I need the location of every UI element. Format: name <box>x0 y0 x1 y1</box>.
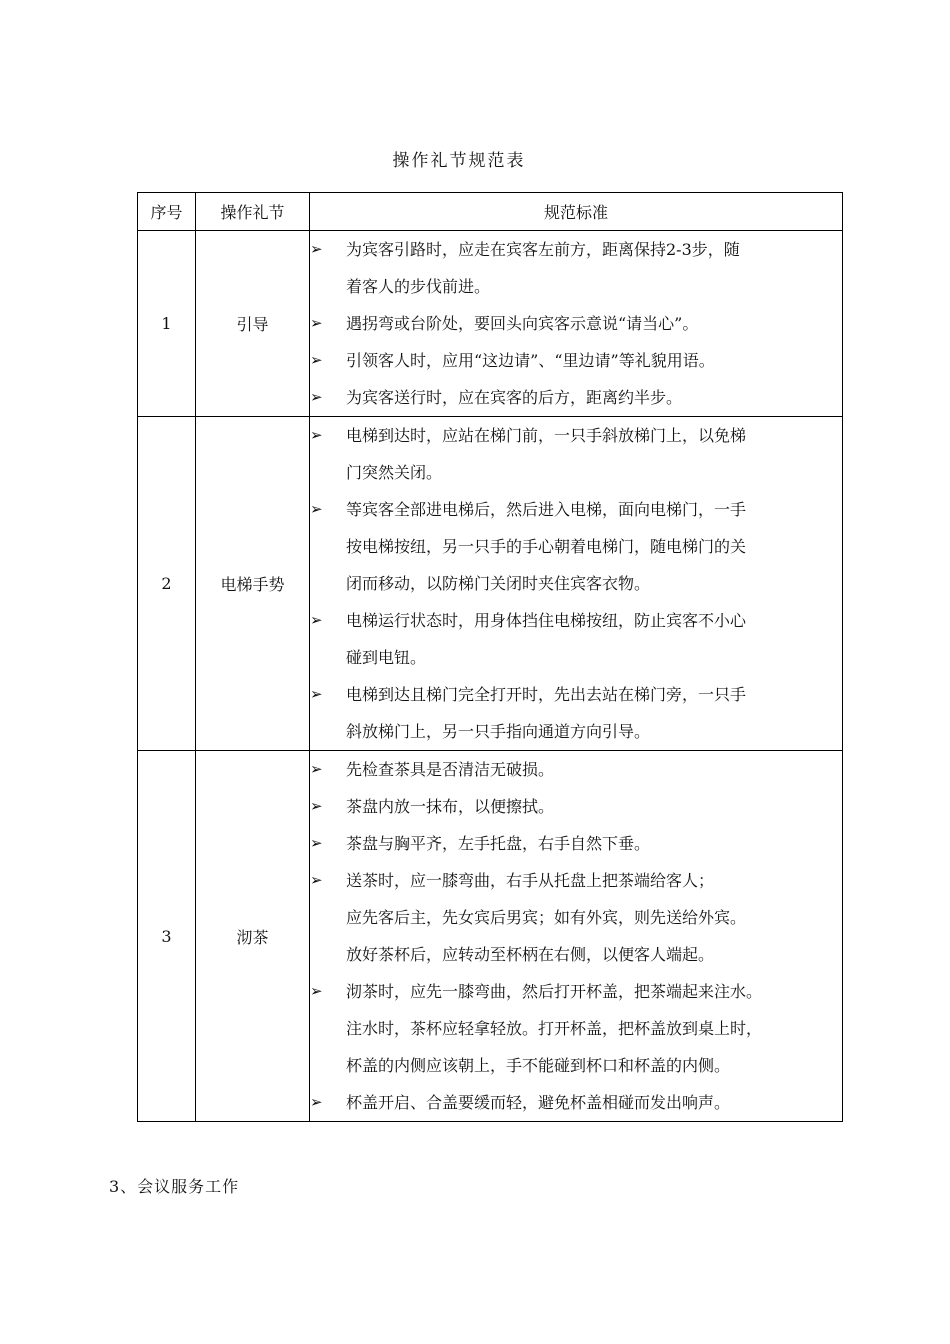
arrow-bullet-icon: ➢ <box>310 871 323 889</box>
bullet-item <box>310 491 842 602</box>
arrow-bullet-icon: ➢ <box>310 388 323 406</box>
table-row <box>138 231 843 417</box>
header-seq: 序号 <box>138 193 196 231</box>
bullet-text: 遇拐弯或台阶处，要回头向宾客示意说“请当心”。 <box>346 314 699 333</box>
header-standard: 规范标准 <box>310 193 843 231</box>
etiquette-name: 引导 <box>196 231 310 417</box>
row-number: 3 <box>138 751 196 1122</box>
bullet-item <box>310 862 842 973</box>
bullet-text: 先检查茶具是否清洁无破损。 <box>346 760 555 779</box>
bullet-text: 电梯到达且梯门完全打开时，先出去站在梯门旁，一只手 <box>346 685 747 704</box>
standard-cell <box>310 417 843 751</box>
bullet-item <box>310 231 842 305</box>
bullet-text: 电梯运行状态时，用身体挡住电梯按纽，防止宾客不小心 <box>346 611 747 630</box>
table-row <box>138 417 843 751</box>
etiquette-name: 沏茶 <box>196 751 310 1122</box>
arrow-bullet-icon: ➢ <box>310 834 323 852</box>
row-number: 1 <box>138 231 196 417</box>
arrow-bullet-icon: ➢ <box>310 240 323 258</box>
arrow-bullet-icon: ➢ <box>310 611 323 629</box>
bullet-text-continuation: 闭而移动，以防梯门关闭时夹住宾客衣物。 <box>346 574 651 593</box>
bullet-item <box>310 973 842 1084</box>
arrow-bullet-icon: ➢ <box>310 685 323 703</box>
bullet-text-continuation: 按电梯按纽，另一只手的手心朝着电梯门，随电梯门的关 <box>346 537 747 556</box>
bullet-text-continuation: 杯盖的内侧应该朝上，手不能碰到杯口和杯盖的内侧。 <box>346 1056 731 1075</box>
bullet-text-continuation: 斜放梯门上，另一只手指向通道方向引导。 <box>346 722 651 741</box>
row-number: 2 <box>138 417 196 751</box>
bullet-text-continuation: 应先客后主，先女宾后男宾；如有外宾，则先送给外宾。 <box>346 908 747 927</box>
bullet-text: 送茶时，应一膝弯曲，右手从托盘上把茶端给客人； <box>346 871 715 890</box>
arrow-bullet-icon: ➢ <box>310 797 323 815</box>
table-row <box>138 751 843 1122</box>
bullet-text-continuation: 着客人的步伐前进。 <box>346 277 491 296</box>
bullet-item <box>310 676 842 750</box>
bullet-item <box>310 305 842 342</box>
arrow-bullet-icon: ➢ <box>310 426 323 444</box>
arrow-bullet-icon: ➢ <box>310 351 323 369</box>
bullet-text: 茶盘内放一抹布，以便擦拭。 <box>346 797 555 816</box>
bullet-item <box>310 751 842 788</box>
bullet-text-continuation: 门突然关闭。 <box>346 463 443 482</box>
bullet-text: 为宾客送行时，应在宾客的后方，距离约半步。 <box>346 388 683 407</box>
document-title: 操作礼节规范表 <box>392 151 526 171</box>
bullet-text: 沏茶时，应先一膝弯曲，然后打开杯盖，把茶端起来注水。 <box>346 982 763 1001</box>
header-etiquette: 操作礼节 <box>196 193 310 231</box>
bullet-text-continuation: 放好茶杯后，应转动至杯柄在右侧，以便客人端起。 <box>346 945 715 964</box>
section-heading: 3、会议服务工作 <box>109 1177 240 1196</box>
arrow-bullet-icon: ➢ <box>310 314 323 332</box>
bullet-item <box>310 788 842 825</box>
arrow-bullet-icon: ➢ <box>310 500 323 518</box>
bullet-text: 电梯到达时，应站在梯门前，一只手斜放梯门上，以免梯 <box>346 426 747 445</box>
arrow-bullet-icon: ➢ <box>310 760 323 778</box>
bullet-text-continuation: 注水时，茶杯应轻拿轻放。打开杯盖，把杯盖放到桌上时， <box>346 1019 763 1038</box>
bullet-text: 杯盖开启、合盖要缓而轻，避免杯盖相碰而发出响声。 <box>346 1093 731 1112</box>
etiquette-spec-table <box>137 192 843 1122</box>
bullet-text: 为宾客引路时，应走在宾客左前方，距离保持2-3步，随 <box>346 240 740 259</box>
standard-cell <box>310 751 843 1122</box>
bullet-text: 茶盘与胸平齐，左手托盘，右手自然下垂。 <box>346 834 651 853</box>
bullet-text: 等宾客全部进电梯后，然后进入电梯，面向电梯门，一手 <box>346 500 747 519</box>
bullet-text-continuation: 碰到电钮。 <box>346 648 427 667</box>
bullet-item <box>310 1084 842 1121</box>
bullet-item <box>310 379 842 416</box>
table-header-row <box>138 193 843 231</box>
bullet-text: 引领客人时，应用“这边请”、“里边请”等礼貌用语。 <box>346 351 715 370</box>
bullet-item <box>310 342 842 379</box>
arrow-bullet-icon: ➢ <box>310 1093 323 1111</box>
arrow-bullet-icon: ➢ <box>310 982 323 1000</box>
bullet-item <box>310 825 842 862</box>
bullet-item <box>310 417 842 491</box>
standard-cell <box>310 231 843 417</box>
etiquette-name: 电梯手势 <box>196 417 310 751</box>
bullet-item <box>310 602 842 676</box>
